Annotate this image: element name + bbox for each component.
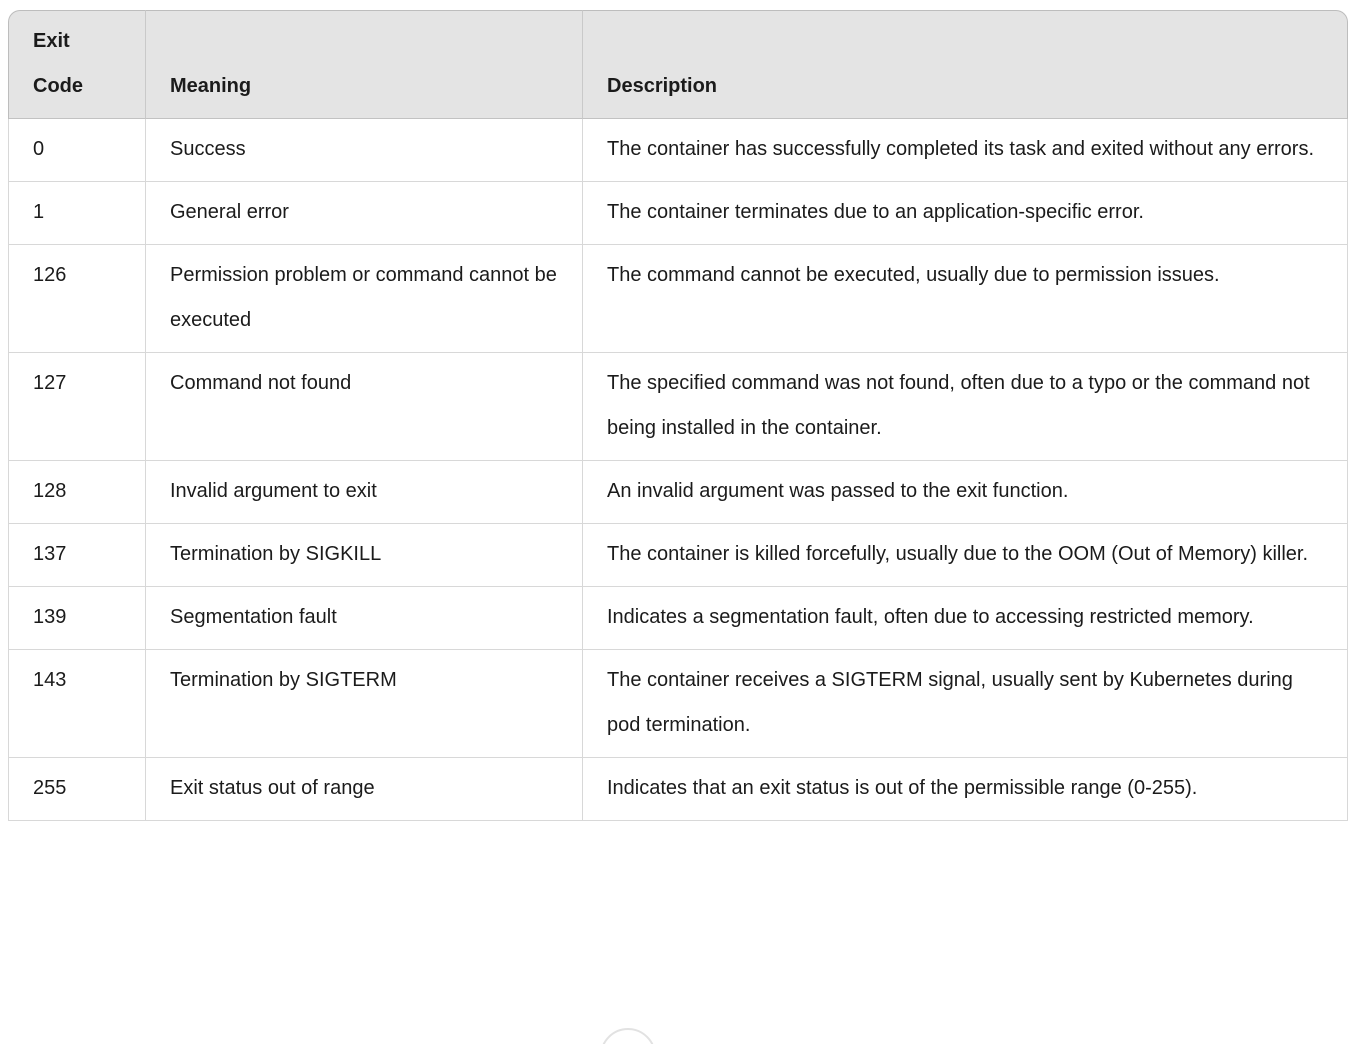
- cell-description: Indicates a segmentation fault, often due to accessing restricted memory.: [583, 587, 1348, 650]
- cell-exit-code: 1: [8, 182, 146, 245]
- cell-description: The specified command was not found, often due to a typo or the command not being installed in the container.: [583, 353, 1348, 461]
- cell-meaning: Exit status out of range: [146, 758, 583, 821]
- cell-meaning: Invalid argument to exit: [146, 461, 583, 524]
- cell-exit-code: 137: [8, 524, 146, 587]
- cell-description: An invalid argument was passed to the exit function.: [583, 461, 1348, 524]
- table-row: [8, 182, 1348, 245]
- cell-meaning: Permission problem or command cannot be executed: [146, 245, 583, 353]
- cell-exit-code: 128: [8, 461, 146, 524]
- cell-description: Indicates that an exit status is out of the permissible range (0-255).: [583, 758, 1348, 821]
- cell-meaning: General error: [146, 182, 583, 245]
- cell-description: The container terminates due to an application-specific error.: [583, 182, 1348, 245]
- cell-exit-code: 0: [8, 119, 146, 182]
- cell-meaning: Termination by SIGKILL: [146, 524, 583, 587]
- table-row: [8, 119, 1348, 182]
- cell-exit-code: 143: [8, 650, 146, 758]
- cell-description: The command cannot be executed, usually due to permission issues.: [583, 245, 1348, 353]
- cell-exit-code: 139: [8, 587, 146, 650]
- table-row: [8, 524, 1348, 587]
- header-description: Description: [583, 10, 1348, 119]
- cell-exit-code: 126: [8, 245, 146, 353]
- header-row: [8, 10, 1348, 119]
- cell-description: The container has successfully completed its task and exited without any errors.: [583, 119, 1348, 182]
- table-row: [8, 353, 1348, 461]
- cell-meaning: Termination by SIGTERM: [146, 650, 583, 758]
- cell-description: The container is killed forcefully, usually due to the OOM (Out of Memory) killer.: [583, 524, 1348, 587]
- header-meaning: Meaning: [146, 10, 583, 119]
- cell-meaning: Command not found: [146, 353, 583, 461]
- cell-meaning: Segmentation fault: [146, 587, 583, 650]
- cell-exit-code: 127: [8, 353, 146, 461]
- table-row: [8, 650, 1348, 758]
- table-row: [8, 758, 1348, 821]
- table-row: [8, 587, 1348, 650]
- header-exit-code: Exit Code: [8, 10, 146, 119]
- cell-exit-code: 255: [8, 758, 146, 821]
- table-row: [8, 245, 1348, 353]
- cell-meaning: Success: [146, 119, 583, 182]
- expand-handle[interactable]: [600, 1028, 656, 1044]
- cell-description: The container receives a SIGTERM signal, usually sent by Kubernetes during pod termination.: [583, 650, 1348, 758]
- table-row: [8, 461, 1348, 524]
- exit-codes-table: [8, 10, 1348, 821]
